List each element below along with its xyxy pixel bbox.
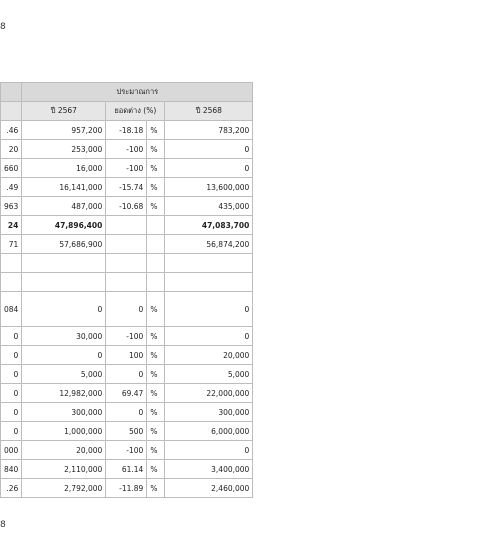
table-row [1, 384, 253, 403]
change-percent-cell: -18.18 [106, 121, 147, 140]
year-2567-cell: 16,000 [22, 159, 106, 178]
header-left-sub-cell [1, 102, 22, 121]
table-row [1, 403, 253, 422]
percent-sign-cell [147, 235, 165, 254]
year-2567-cell: 16,141,000 [22, 178, 106, 197]
year-2567-cell: 300,000 [22, 403, 106, 422]
budget-table [0, 82, 253, 498]
percent-sign-cell: % [147, 460, 165, 479]
table-row [1, 327, 253, 346]
change-percent-cell: -100 [106, 441, 147, 460]
year-2568-cell: 2,460,000 [165, 479, 253, 498]
year-2567-cell [22, 254, 106, 273]
year-2567-cell: 20,000 [22, 441, 106, 460]
percent-sign-cell: % [147, 327, 165, 346]
table-row [1, 216, 253, 235]
change-percent-cell [106, 254, 147, 273]
year-2567-cell: 57,686,900 [22, 235, 106, 254]
page-number-bottom: 8 [0, 520, 6, 530]
change-percent-cell: 69.47 [106, 384, 147, 403]
year-2568-cell: 6,000,000 [165, 422, 253, 441]
change-percent-cell: -11.89 [106, 479, 147, 498]
percent-sign-cell: % [147, 346, 165, 365]
year-2568-cell [165, 273, 253, 292]
year-2567-cell: 2,110,000 [22, 460, 106, 479]
table-row [1, 460, 253, 479]
year-2568-cell: 435,000 [165, 197, 253, 216]
percent-sign-cell: % [147, 441, 165, 460]
prev-year-cell: 24 [1, 216, 22, 235]
year-2567-cell: 47,896,400 [22, 216, 106, 235]
prev-year-cell [1, 254, 22, 273]
change-percent-cell: 0 [106, 292, 147, 327]
change-percent-cell: 100 [106, 346, 147, 365]
year-2568-cell: 0 [165, 441, 253, 460]
prev-year-cell: .46 [1, 121, 22, 140]
change-percent-cell: -15.74 [106, 178, 147, 197]
year-2567-cell: 253,000 [22, 140, 106, 159]
year-2567-cell: 1,000,000 [22, 422, 106, 441]
year-2567-cell: 12,982,000 [22, 384, 106, 403]
prev-year-cell: 084 [1, 292, 22, 327]
year-2567-cell: 0 [22, 346, 106, 365]
year-2567-header: ปี 2567 [22, 102, 106, 121]
table-row [1, 235, 253, 254]
table-row [1, 178, 253, 197]
table-row [1, 121, 253, 140]
table-row [1, 422, 253, 441]
prev-year-cell: 0 [1, 422, 22, 441]
page-number-top: 8 [0, 22, 6, 32]
percent-sign-cell: % [147, 403, 165, 422]
table-row [1, 197, 253, 216]
percent-sign-cell: % [147, 422, 165, 441]
change-percent-cell: -100 [106, 159, 147, 178]
prev-year-cell: 0 [1, 403, 22, 422]
table-row [1, 365, 253, 384]
change-percent-cell [106, 235, 147, 254]
change-percent-cell [106, 216, 147, 235]
prev-year-cell: 963 [1, 197, 22, 216]
year-2567-cell: 30,000 [22, 327, 106, 346]
change-percent-cell [106, 273, 147, 292]
percent-sign-cell: % [147, 365, 165, 384]
change-percent-cell: 0 [106, 403, 147, 422]
year-2567-cell [22, 273, 106, 292]
year-2567-cell: 487,000 [22, 197, 106, 216]
percent-sign-cell: % [147, 121, 165, 140]
year-2567-cell: 2,792,000 [22, 479, 106, 498]
percent-sign-cell: % [147, 178, 165, 197]
prev-year-cell: 0 [1, 365, 22, 384]
year-2568-cell: 3,400,000 [165, 460, 253, 479]
change-percent-cell: 61.14 [106, 460, 147, 479]
percent-sign-cell: % [147, 140, 165, 159]
prev-year-cell: 000 [1, 441, 22, 460]
percent-sign-cell: % [147, 292, 165, 327]
change-percent-cell: 500 [106, 422, 147, 441]
header-sub-row [1, 102, 253, 121]
table-row [1, 254, 253, 273]
header-left-cell [1, 83, 22, 102]
percent-sign-cell [147, 254, 165, 273]
percent-sign-cell: % [147, 197, 165, 216]
estimate-group-header: ประมาณการ [22, 83, 253, 102]
change-percent-header: ยอดต่าง (%) [106, 102, 165, 121]
percent-sign-cell: % [147, 479, 165, 498]
table-row [1, 441, 253, 460]
prev-year-cell: 0 [1, 384, 22, 403]
year-2568-header: ปี 2568 [165, 102, 253, 121]
prev-year-cell: 660 [1, 159, 22, 178]
change-percent-cell: -10.68 [106, 197, 147, 216]
year-2568-cell: 20,000 [165, 346, 253, 365]
year-2568-cell: 0 [165, 159, 253, 178]
change-percent-cell: 0 [106, 365, 147, 384]
prev-year-cell: 0 [1, 346, 22, 365]
year-2568-cell [165, 254, 253, 273]
prev-year-cell: .49 [1, 178, 22, 197]
table-row [1, 273, 253, 292]
prev-year-cell: 20 [1, 140, 22, 159]
prev-year-cell: .26 [1, 479, 22, 498]
prev-year-cell: 840 [1, 460, 22, 479]
prev-year-cell [1, 273, 22, 292]
prev-year-cell: 71 [1, 235, 22, 254]
table-row [1, 292, 253, 327]
year-2568-cell: 5,000 [165, 365, 253, 384]
year-2568-cell: 22,000,000 [165, 384, 253, 403]
year-2568-cell: 47,083,700 [165, 216, 253, 235]
change-percent-cell: -100 [106, 327, 147, 346]
year-2567-cell: 957,200 [22, 121, 106, 140]
year-2568-cell: 783,200 [165, 121, 253, 140]
year-2567-cell: 0 [22, 292, 106, 327]
year-2568-cell: 56,874,200 [165, 235, 253, 254]
year-2567-cell: 5,000 [22, 365, 106, 384]
table-row [1, 140, 253, 159]
year-2568-cell: 300,000 [165, 403, 253, 422]
table-row [1, 346, 253, 365]
year-2568-cell: 13,600,000 [165, 178, 253, 197]
percent-sign-cell [147, 216, 165, 235]
percent-sign-cell [147, 273, 165, 292]
year-2568-cell: 0 [165, 140, 253, 159]
change-percent-cell: -100 [106, 140, 147, 159]
year-2568-cell: 0 [165, 327, 253, 346]
percent-sign-cell: % [147, 159, 165, 178]
year-2568-cell: 0 [165, 292, 253, 327]
table-row [1, 159, 253, 178]
prev-year-cell: 0 [1, 327, 22, 346]
percent-sign-cell: % [147, 384, 165, 403]
table-body [1, 121, 253, 498]
header-group-row [1, 83, 253, 102]
table-row [1, 479, 253, 498]
